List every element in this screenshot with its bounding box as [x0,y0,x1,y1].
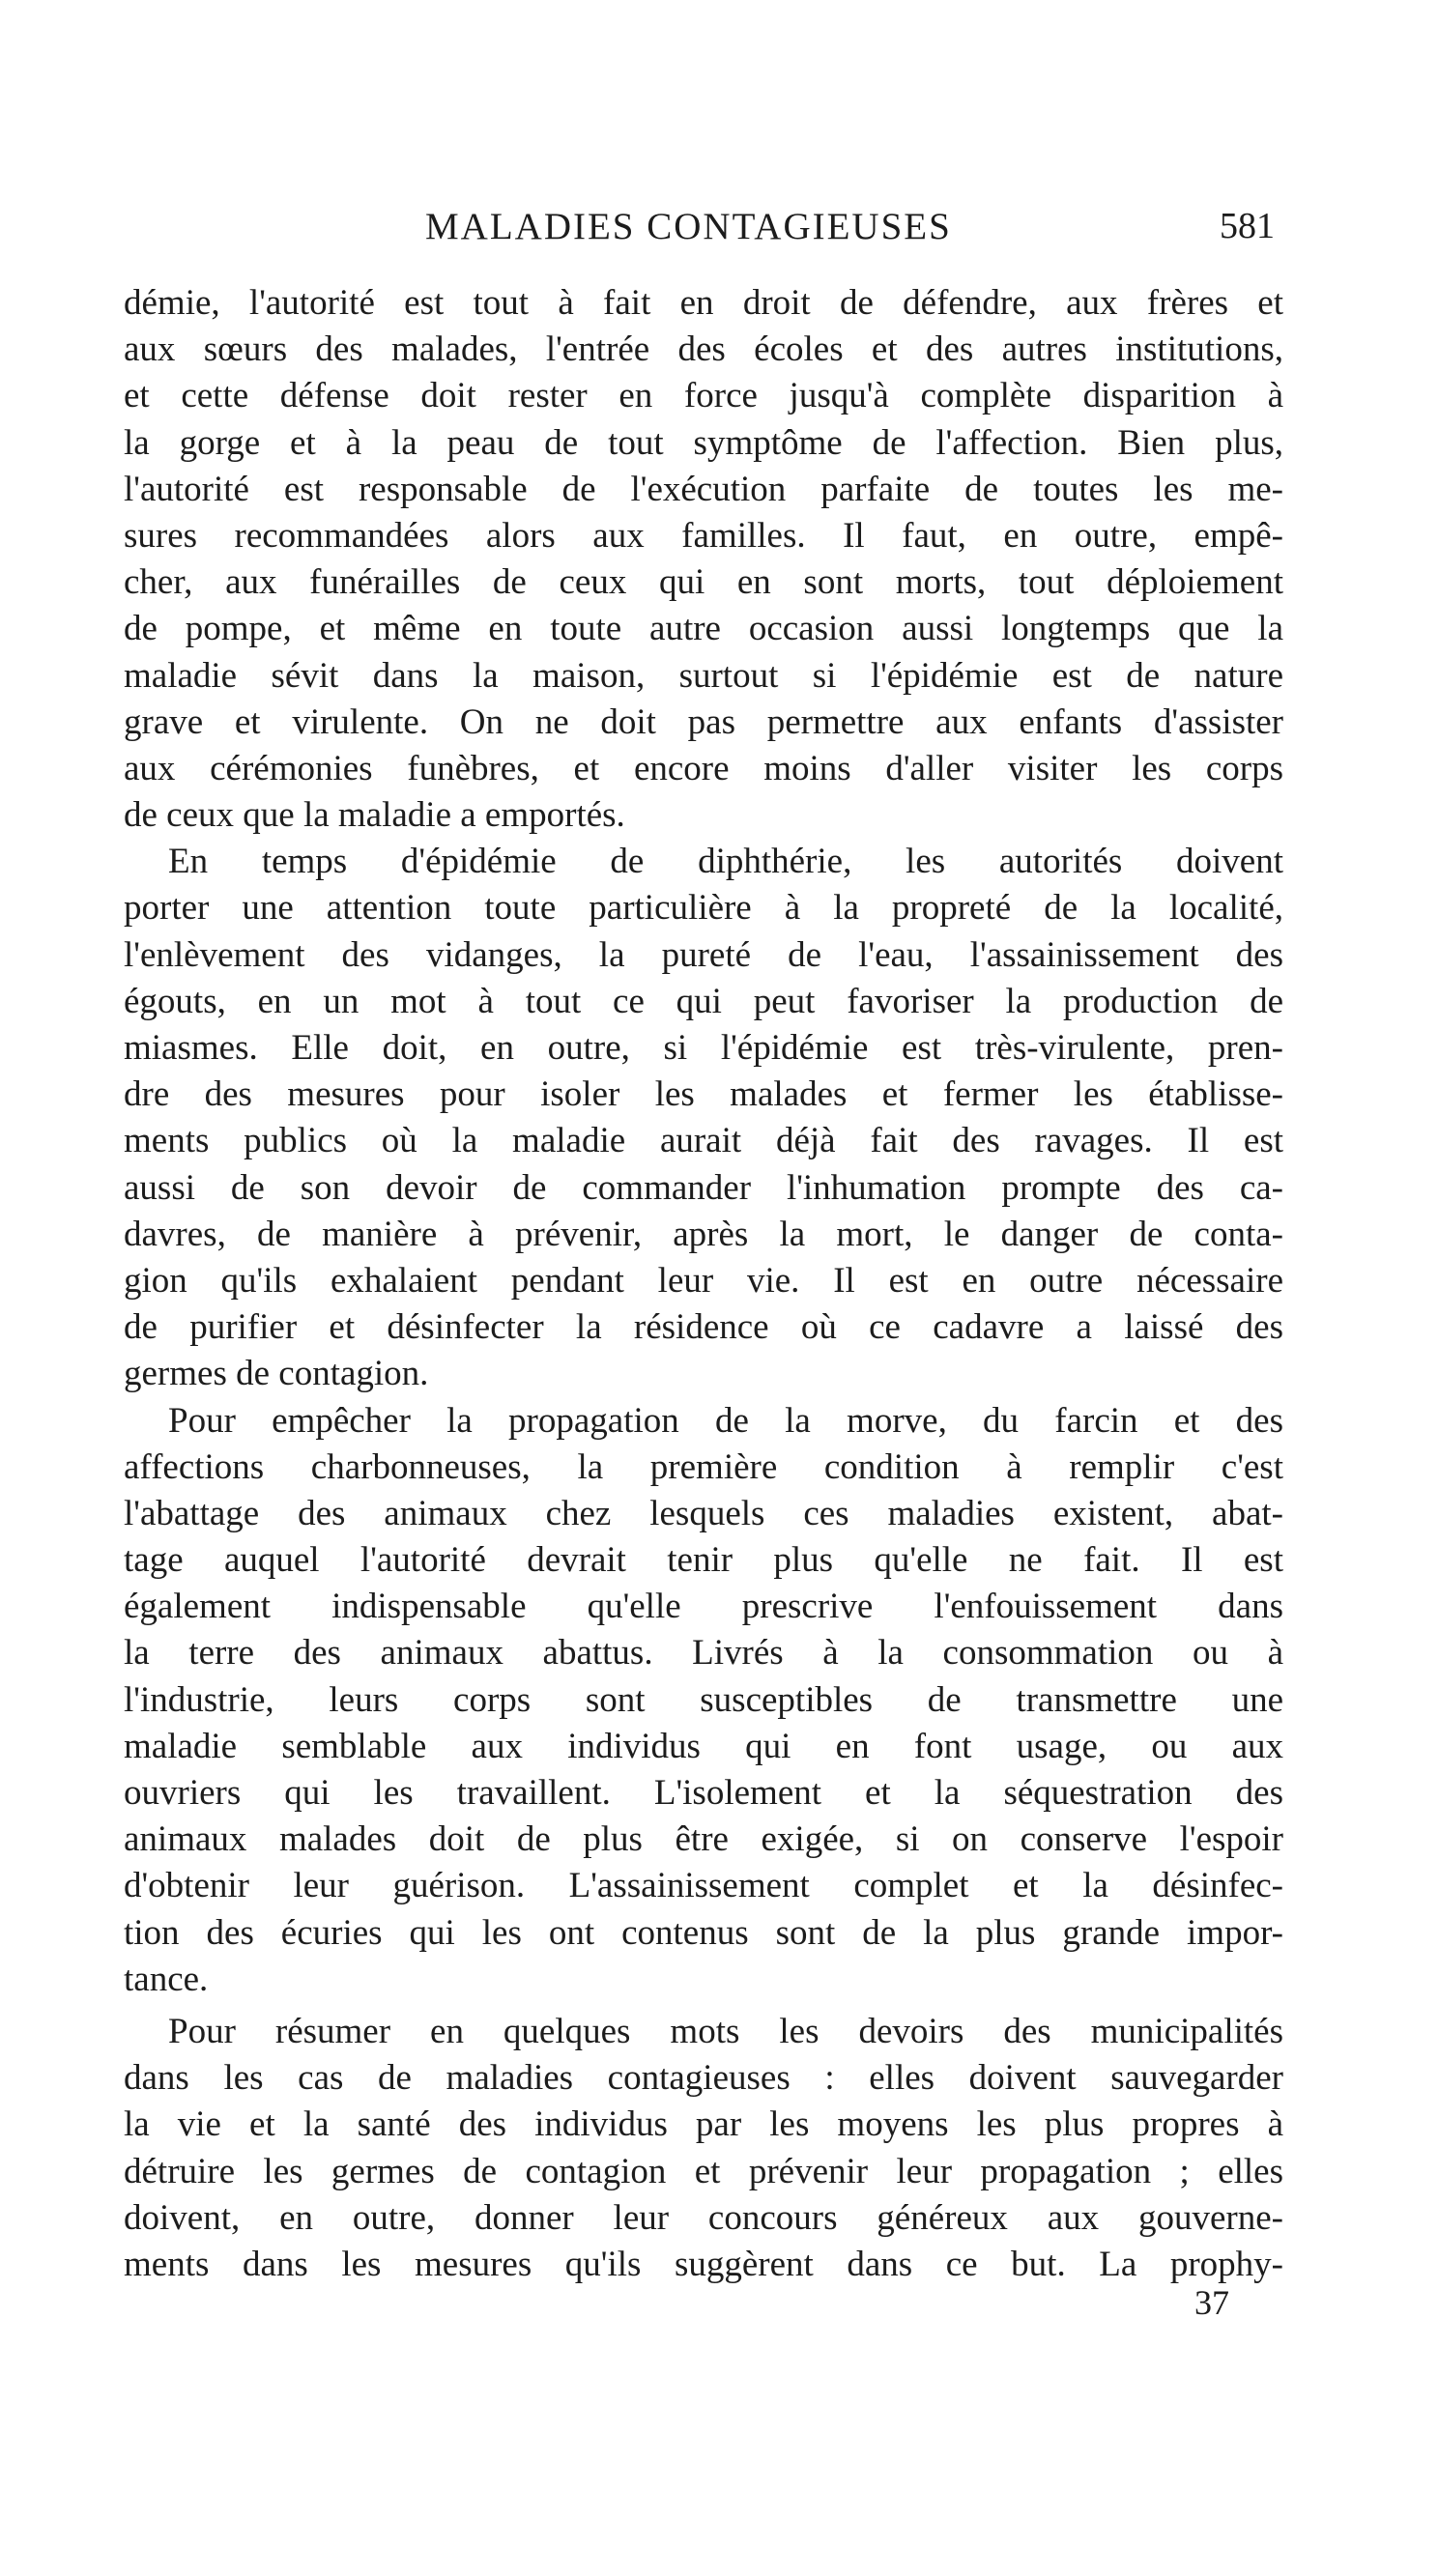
text-line: Pour empêcher la propagation de la morve, du farcin et des [168,1400,1283,1441]
text-line: de pompe, et même en toute autre occasion aussi longtemps que la [124,609,1283,649]
paragraph-3 [124,1398,1283,2003]
text-line: l'autorité est responsable de l'exécution parfaite de toutes les me- [124,469,1283,509]
text-line: animaux malades doit de plus être exigée, si on conserve l'espoir [124,1819,1283,1860]
text-line: maladie semblable aux individus qui en font usage, ou aux [124,1726,1283,1766]
text-line: détruire les germes de contagion et prévenir leur propagation ; elles [124,2151,1283,2191]
text-line: tance. [124,1959,209,1999]
text-line: démie, l'autorité est tout à fait en droit de défendre, aux frères et [124,283,1283,323]
text-line: grave et virulente. On ne doit pas permettre aux enfants d'assister [124,701,1283,742]
text-line: de ceux que la maladie a emportés. [124,795,625,836]
text-line: aussi de son devoir de commander l'inhumation prompte des ca- [124,1167,1283,1208]
running-head [0,205,1438,259]
paragraph-2 [124,839,1283,1397]
text-line: doivent, en outre, donner leur concours généreux aux gouverne- [124,2197,1283,2238]
text-line: aux sœurs des malades, l'entrée des écoles et des autres institutions, [124,329,1283,370]
text-line: d'obtenir leur guérison. L'assainissement complet et la désinfec- [124,1866,1283,1906]
text-line: miasmes. Elle doit, en outre, si l'épidémie est très-virulente, pren- [124,1028,1283,1068]
text-line: En temps d'épidémie de diphthérie, les autorités doivent [168,842,1283,882]
text-line: ouvriers qui les travaillent. L'isolement et la séquestration des [124,1773,1283,1813]
text-line: l'enlèvement des vidanges, la pureté de l'eau, l'assainissement des [124,934,1283,975]
text-line: dre des mesures pour isoler les malades et fermer les établisse- [124,1074,1283,1115]
signature-mark: 37 [1194,2283,1229,2323]
text-line: la gorge et à la peau de tout symptôme de l'affection. Bien plus, [124,422,1283,463]
text-line: ments publics où la maladie aurait déjà fait des ravages. Il est [124,1121,1283,1161]
text-line: germes de contagion. [124,1354,429,1394]
text-line: Pour résumer en quelques mots les devoirs des municipalités [168,2011,1283,2051]
text-line: la vie et la santé des individus par les moyens les plus propres à [124,2104,1283,2145]
text-line: dans les cas de maladies contagieuses : elles doivent sauvegarder [124,2058,1283,2099]
text-line: gion qu'ils exhalaient pendant leur vie. Il est en outre nécessaire [124,1260,1283,1301]
text-line: affections charbonneuses, la première condition à remplir c'est [124,1446,1283,1487]
text-line: également indispensable qu'elle prescrive l'enfouissement dans [124,1587,1283,1627]
paragraph-1 [124,280,1283,839]
text-line: l'industrie, leurs corps sont susceptibles de transmettre une [124,1679,1283,1720]
text-line: cher, aux funérailles de ceux qui en sont morts, tout déploiement [124,562,1283,603]
text-line: davres, de manière à prévenir, après la mort, le danger de conta- [124,1214,1283,1254]
text-line: égouts, en un mot à tout ce qui peut favoriser la production de [124,981,1283,1021]
text-line: maladie sévit dans la maison, surtout si l'épidémie est de nature [124,655,1283,696]
text-line: l'abattage des animaux chez lesquels ces maladies existent, abat- [124,1493,1283,1533]
text-line: aux cérémonies funèbres, et encore moins d'aller visiter les corps [124,748,1283,788]
text-line: sures recommandées alors aux familles. Il faut, en outre, empê- [124,515,1283,556]
paragraph-4 [124,2009,1283,2288]
text-line: et cette défense doit rester en force jusqu'à complète disparition à [124,376,1283,416]
text-line: porter une attention toute particulière à la propreté de la localité, [124,888,1283,929]
body-text [124,280,1283,2323]
running-title: MALADIES CONTAGIEUSES [425,206,952,247]
text-line: ments dans les mesures qu'ils suggèrent dans ce but. La prophy- [124,2244,1283,2284]
text-line: tage auquel l'autorité devrait tenir plus qu'elle ne fait. Il est [124,1540,1283,1581]
text-line: tion des écuries qui les ont contenus sont de la plus grande impor- [124,1912,1283,1953]
text-line: de purifier et désinfecter la résidence où ce cadavre a laissé des [124,1307,1283,1348]
text-line: la terre des animaux abattus. Livrés à la consommation ou à [124,1633,1283,1674]
page-number: 581 [1220,206,1275,246]
